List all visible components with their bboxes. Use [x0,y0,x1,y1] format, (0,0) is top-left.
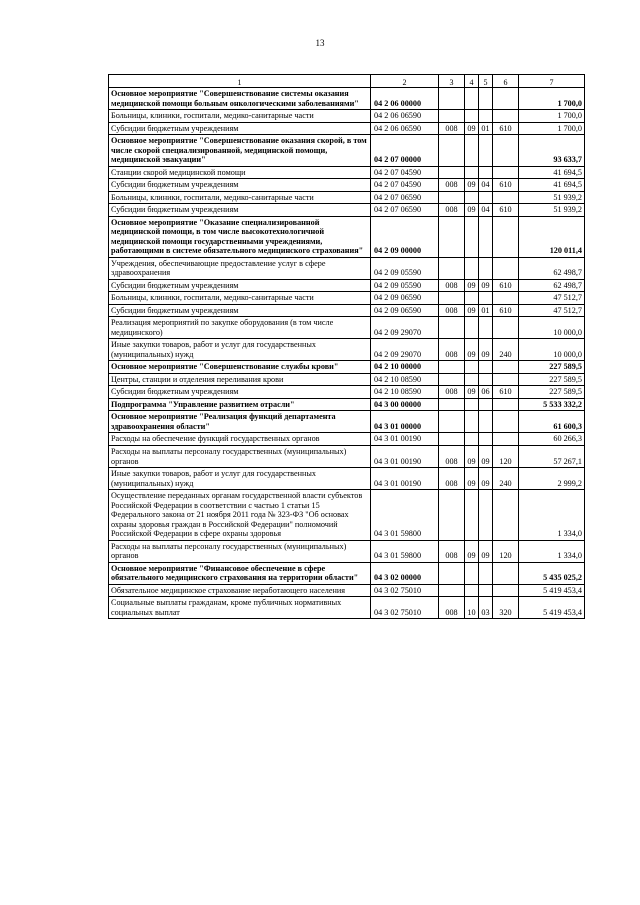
row-expense-type-cell [493,411,519,433]
row-ministry-cell [439,216,465,257]
row-code-cell: 04 2 07 06590 [371,191,439,204]
row-sum-cell: 57 267,1 [519,445,585,467]
row-expense-type-cell: 610 [493,122,519,135]
row-expense-type-cell: 240 [493,468,519,490]
row-code-cell: 04 2 09 06590 [371,304,439,317]
row-name-cell: Основное мероприятие "Совершенствование оказания скорой, в том числе скорой специализированной, медицинской помощи, медицинской эвакуации" [109,135,371,167]
row-section-cell [465,490,479,541]
table-row [109,445,585,467]
row-name-cell: Обязательное медицинское страхование неработающего населения [109,584,371,597]
row-expense-type-cell: 240 [493,339,519,361]
row-name-cell: Станции скорой медицинской помощи [109,166,371,179]
row-sum-cell: 51 939,2 [519,204,585,217]
row-sum-cell: 93 633,7 [519,135,585,167]
row-sum-cell: 47 512,7 [519,292,585,305]
row-sum-cell: 1 334,0 [519,540,585,562]
row-expense-type-cell [493,361,519,374]
row-subsection-cell [479,216,493,257]
row-ministry-cell [439,490,465,541]
budget-table [108,74,585,619]
row-ministry-cell [439,292,465,305]
row-section-cell: 09 [465,445,479,467]
row-subsection-cell [479,433,493,446]
row-section-cell: 09 [465,386,479,399]
row-ministry-cell [439,584,465,597]
row-subsection-cell: 04 [479,204,493,217]
row-section-cell [465,88,479,110]
row-name-cell: Субсидии бюджетным учреждениям [109,386,371,399]
row-subsection-cell [479,398,493,411]
row-name-cell: Основное мероприятие "Оказание специализированной медицинской помощи, в том числе высокотехнологичной медицинской помощи государственными учреждениями, работающими в системе обязательного медицинского страхования" [109,216,371,257]
row-subsection-cell [479,292,493,305]
row-ministry-cell [439,317,465,339]
row-ministry-cell [439,166,465,179]
row-section-cell [465,110,479,123]
row-subsection-cell: 03 [479,597,493,619]
row-section-cell: 09 [465,540,479,562]
row-code-cell: 04 2 09 00000 [371,216,439,257]
row-code-cell: 04 2 09 05590 [371,279,439,292]
row-sum-cell: 47 512,7 [519,304,585,317]
row-section-cell [465,191,479,204]
row-section-cell [465,373,479,386]
row-section-cell: 09 [465,204,479,217]
row-section-cell [465,166,479,179]
row-code-cell: 04 2 10 08590 [371,373,439,386]
table-row [109,562,585,584]
row-code-cell: 04 3 01 00190 [371,433,439,446]
row-name-cell: Осуществление переданных органам государственной власти субъектов Российской Федерации в соответствии с частью 1 статьи 15 Федерального закона от 21 ноября 2011 года № 323-ФЗ "Об основах охраны здоровья граждан в Российской Федерации" полномочий Российской Федерации в сфере охраны здоровья [109,490,371,541]
row-ministry-cell [439,191,465,204]
row-subsection-cell [479,317,493,339]
row-sum-cell: 41 694,5 [519,166,585,179]
row-code-cell: 04 3 01 00190 [371,445,439,467]
row-name-cell: Основное мероприятие "Совершенствование системы оказания медицинской помощи больным онкологическими заболеваниями" [109,88,371,110]
row-section-cell: 09 [465,468,479,490]
row-ministry-cell [439,361,465,374]
row-name-cell: Расходы на выплаты персоналу государственных (муниципальных) органов [109,445,371,467]
table-row [109,317,585,339]
header-cell: 3 [439,75,465,88]
row-subsection-cell [479,191,493,204]
table-row [109,191,585,204]
table-header-row [109,75,585,88]
table-row [109,304,585,317]
header-cell: 1 [109,75,371,88]
table-row [109,257,585,279]
row-subsection-cell [479,490,493,541]
table-row [109,597,585,619]
row-sum-cell: 62 498,7 [519,279,585,292]
row-code-cell: 04 2 06 06590 [371,122,439,135]
row-sum-cell: 1 700,0 [519,110,585,123]
row-sum-cell: 227 589,5 [519,386,585,399]
table-row [109,292,585,305]
row-code-cell: 04 3 01 00000 [371,411,439,433]
row-section-cell [465,411,479,433]
row-subsection-cell [479,88,493,110]
header-cell: 6 [493,75,519,88]
row-name-cell: Основное мероприятие "Финансовое обеспечение в сфере обязательного медицинского страхования на территории области" [109,562,371,584]
row-section-cell [465,361,479,374]
row-expense-type-cell: 320 [493,597,519,619]
row-name-cell: Иные закупки товаров, работ и услуг для государственных (муниципальных) нужд [109,468,371,490]
header-cell: 4 [465,75,479,88]
page-number: 13 [315,38,325,48]
row-subsection-cell: 09 [479,279,493,292]
row-sum-cell: 227 589,5 [519,373,585,386]
row-code-cell: 04 2 06 00000 [371,88,439,110]
row-code-cell: 04 2 07 04590 [371,179,439,192]
row-ministry-cell [439,398,465,411]
row-sum-cell: 5 533 332,2 [519,398,585,411]
row-section-cell [465,216,479,257]
row-code-cell: 04 2 09 29070 [371,339,439,361]
row-name-cell: Основное мероприятие "Реализация функций департамента здравоохранения области" [109,411,371,433]
row-expense-type-cell: 610 [493,179,519,192]
row-ministry-cell [439,257,465,279]
table-row [109,490,585,541]
row-code-cell: 04 2 07 06590 [371,204,439,217]
row-expense-type-cell [493,88,519,110]
row-expense-type-cell [493,373,519,386]
row-subsection-cell [479,257,493,279]
header-cell: 2 [371,75,439,88]
row-subsection-cell [479,135,493,167]
row-ministry-cell [439,373,465,386]
table-row [109,216,585,257]
row-sum-cell: 1 334,0 [519,490,585,541]
row-ministry-cell [439,562,465,584]
row-ministry-cell: 008 [439,279,465,292]
row-ministry-cell [439,135,465,167]
row-ministry-cell: 008 [439,339,465,361]
table-row [109,204,585,217]
row-ministry-cell: 008 [439,122,465,135]
row-subsection-cell [479,373,493,386]
row-subsection-cell: 09 [479,339,493,361]
row-ministry-cell: 008 [439,386,465,399]
row-name-cell: Субсидии бюджетным учреждениям [109,179,371,192]
row-ministry-cell: 008 [439,445,465,467]
row-sum-cell: 61 600,3 [519,411,585,433]
row-ministry-cell: 008 [439,468,465,490]
row-ministry-cell: 008 [439,179,465,192]
table-row [109,540,585,562]
row-sum-cell: 5 435 025,2 [519,562,585,584]
row-code-cell: 04 3 00 00000 [371,398,439,411]
row-subsection-cell: 01 [479,304,493,317]
table-row [109,468,585,490]
row-sum-cell: 1 700,0 [519,88,585,110]
table-row [109,88,585,110]
row-expense-type-cell: 120 [493,445,519,467]
header-cell: 7 [519,75,585,88]
row-expense-type-cell [493,317,519,339]
row-sum-cell: 60 266,3 [519,433,585,446]
row-subsection-cell [479,584,493,597]
row-code-cell: 04 3 01 59800 [371,540,439,562]
row-ministry-cell: 008 [439,540,465,562]
row-expense-type-cell [493,166,519,179]
row-subsection-cell: 09 [479,445,493,467]
row-section-cell: 09 [465,279,479,292]
row-subsection-cell [479,110,493,123]
row-expense-type-cell [493,562,519,584]
row-section-cell [465,135,479,167]
row-expense-type-cell [493,257,519,279]
table-row [109,339,585,361]
row-ministry-cell [439,411,465,433]
row-section-cell: 10 [465,597,479,619]
row-sum-cell: 1 700,0 [519,122,585,135]
row-code-cell: 04 2 09 05590 [371,257,439,279]
row-ministry-cell: 008 [439,597,465,619]
row-section-cell: 09 [465,122,479,135]
row-name-cell: Больницы, клиники, госпитали, медико-санитарные части [109,110,371,123]
table-row [109,179,585,192]
row-subsection-cell: 06 [479,386,493,399]
row-expense-type-cell: 610 [493,279,519,292]
row-name-cell: Расходы на выплаты персоналу государственных (муниципальных) органов [109,540,371,562]
row-code-cell: 04 2 09 06590 [371,292,439,305]
row-section-cell [465,433,479,446]
row-sum-cell: 41 694,5 [519,179,585,192]
row-section-cell [465,317,479,339]
row-code-cell: 04 3 02 75010 [371,597,439,619]
row-expense-type-cell [493,584,519,597]
row-name-cell: Реализация мероприятий по закупке оборудования (в том числе медицинского) [109,317,371,339]
row-name-cell: Субсидии бюджетным учреждениям [109,122,371,135]
row-code-cell: 04 2 10 08590 [371,386,439,399]
row-section-cell [465,584,479,597]
table-row [109,398,585,411]
row-ministry-cell [439,110,465,123]
row-code-cell: 04 2 07 00000 [371,135,439,167]
row-name-cell: Больницы, клиники, госпитали, медико-санитарные части [109,292,371,305]
table-row [109,411,585,433]
row-subsection-cell: 04 [479,179,493,192]
row-section-cell [465,292,479,305]
table-row [109,135,585,167]
row-expense-type-cell [493,433,519,446]
table-row [109,166,585,179]
row-code-cell: 04 3 01 00190 [371,468,439,490]
row-expense-type-cell [493,490,519,541]
row-code-cell: 04 2 09 29070 [371,317,439,339]
row-ministry-cell: 008 [439,304,465,317]
row-name-cell: Субсидии бюджетным учреждениям [109,304,371,317]
row-expense-type-cell [493,110,519,123]
row-name-cell: Расходы на обеспечение функций государственных органов [109,433,371,446]
row-code-cell: 04 3 02 00000 [371,562,439,584]
row-name-cell: Больницы, клиники, госпитали, медико-санитарные части [109,191,371,204]
table-row [109,361,585,374]
row-expense-type-cell: 610 [493,304,519,317]
row-ministry-cell [439,88,465,110]
row-subsection-cell [479,166,493,179]
row-section-cell: 09 [465,339,479,361]
row-subsection-cell [479,411,493,433]
table-row [109,584,585,597]
row-ministry-cell: 008 [439,204,465,217]
row-sum-cell: 10 000,0 [519,339,585,361]
row-sum-cell: 120 011,4 [519,216,585,257]
row-name-cell: Подпрограмма "Управление развитием отрасли" [109,398,371,411]
row-sum-cell: 10 000,0 [519,317,585,339]
table-row [109,433,585,446]
row-subsection-cell: 09 [479,540,493,562]
row-expense-type-cell: 610 [493,386,519,399]
row-sum-cell: 51 939,2 [519,191,585,204]
row-expense-type-cell [493,191,519,204]
row-subsection-cell [479,361,493,374]
row-section-cell [465,257,479,279]
header-cell: 5 [479,75,493,88]
row-name-cell: Субсидии бюджетным учреждениям [109,279,371,292]
table-row [109,373,585,386]
row-name-cell: Субсидии бюджетным учреждениям [109,204,371,217]
row-code-cell: 04 2 07 04590 [371,166,439,179]
row-code-cell: 04 2 10 00000 [371,361,439,374]
row-expense-type-cell [493,216,519,257]
row-code-cell: 04 3 01 59800 [371,490,439,541]
row-sum-cell: 2 999,2 [519,468,585,490]
row-section-cell [465,562,479,584]
row-expense-type-cell [493,292,519,305]
table-row [109,122,585,135]
row-name-cell: Центры, станции и отделения переливания крови [109,373,371,386]
row-expense-type-cell [493,398,519,411]
row-code-cell: 04 3 02 75010 [371,584,439,597]
row-sum-cell: 5 419 453,4 [519,584,585,597]
row-section-cell [465,398,479,411]
row-name-cell: Иные закупки товаров, работ и услуг для государственных (муниципальных) нужд [109,339,371,361]
row-section-cell: 09 [465,304,479,317]
table-row [109,386,585,399]
row-expense-type-cell: 120 [493,540,519,562]
table-row [109,110,585,123]
row-subsection-cell [479,562,493,584]
row-name-cell: Основное мероприятие "Совершенствование службы крови" [109,361,371,374]
row-sum-cell: 227 589,5 [519,361,585,374]
row-subsection-cell: 09 [479,468,493,490]
row-expense-type-cell [493,135,519,167]
row-name-cell: Учреждения, обеспечивающие предоставление услуг в сфере здравоохранения [109,257,371,279]
row-section-cell: 09 [465,179,479,192]
row-code-cell: 04 2 06 06590 [371,110,439,123]
row-sum-cell: 62 498,7 [519,257,585,279]
row-subsection-cell: 01 [479,122,493,135]
row-ministry-cell [439,433,465,446]
row-sum-cell: 5 419 453,4 [519,597,585,619]
table-row [109,279,585,292]
row-name-cell: Социальные выплаты гражданам, кроме публичных нормативных социальных выплат [109,597,371,619]
row-expense-type-cell: 610 [493,204,519,217]
